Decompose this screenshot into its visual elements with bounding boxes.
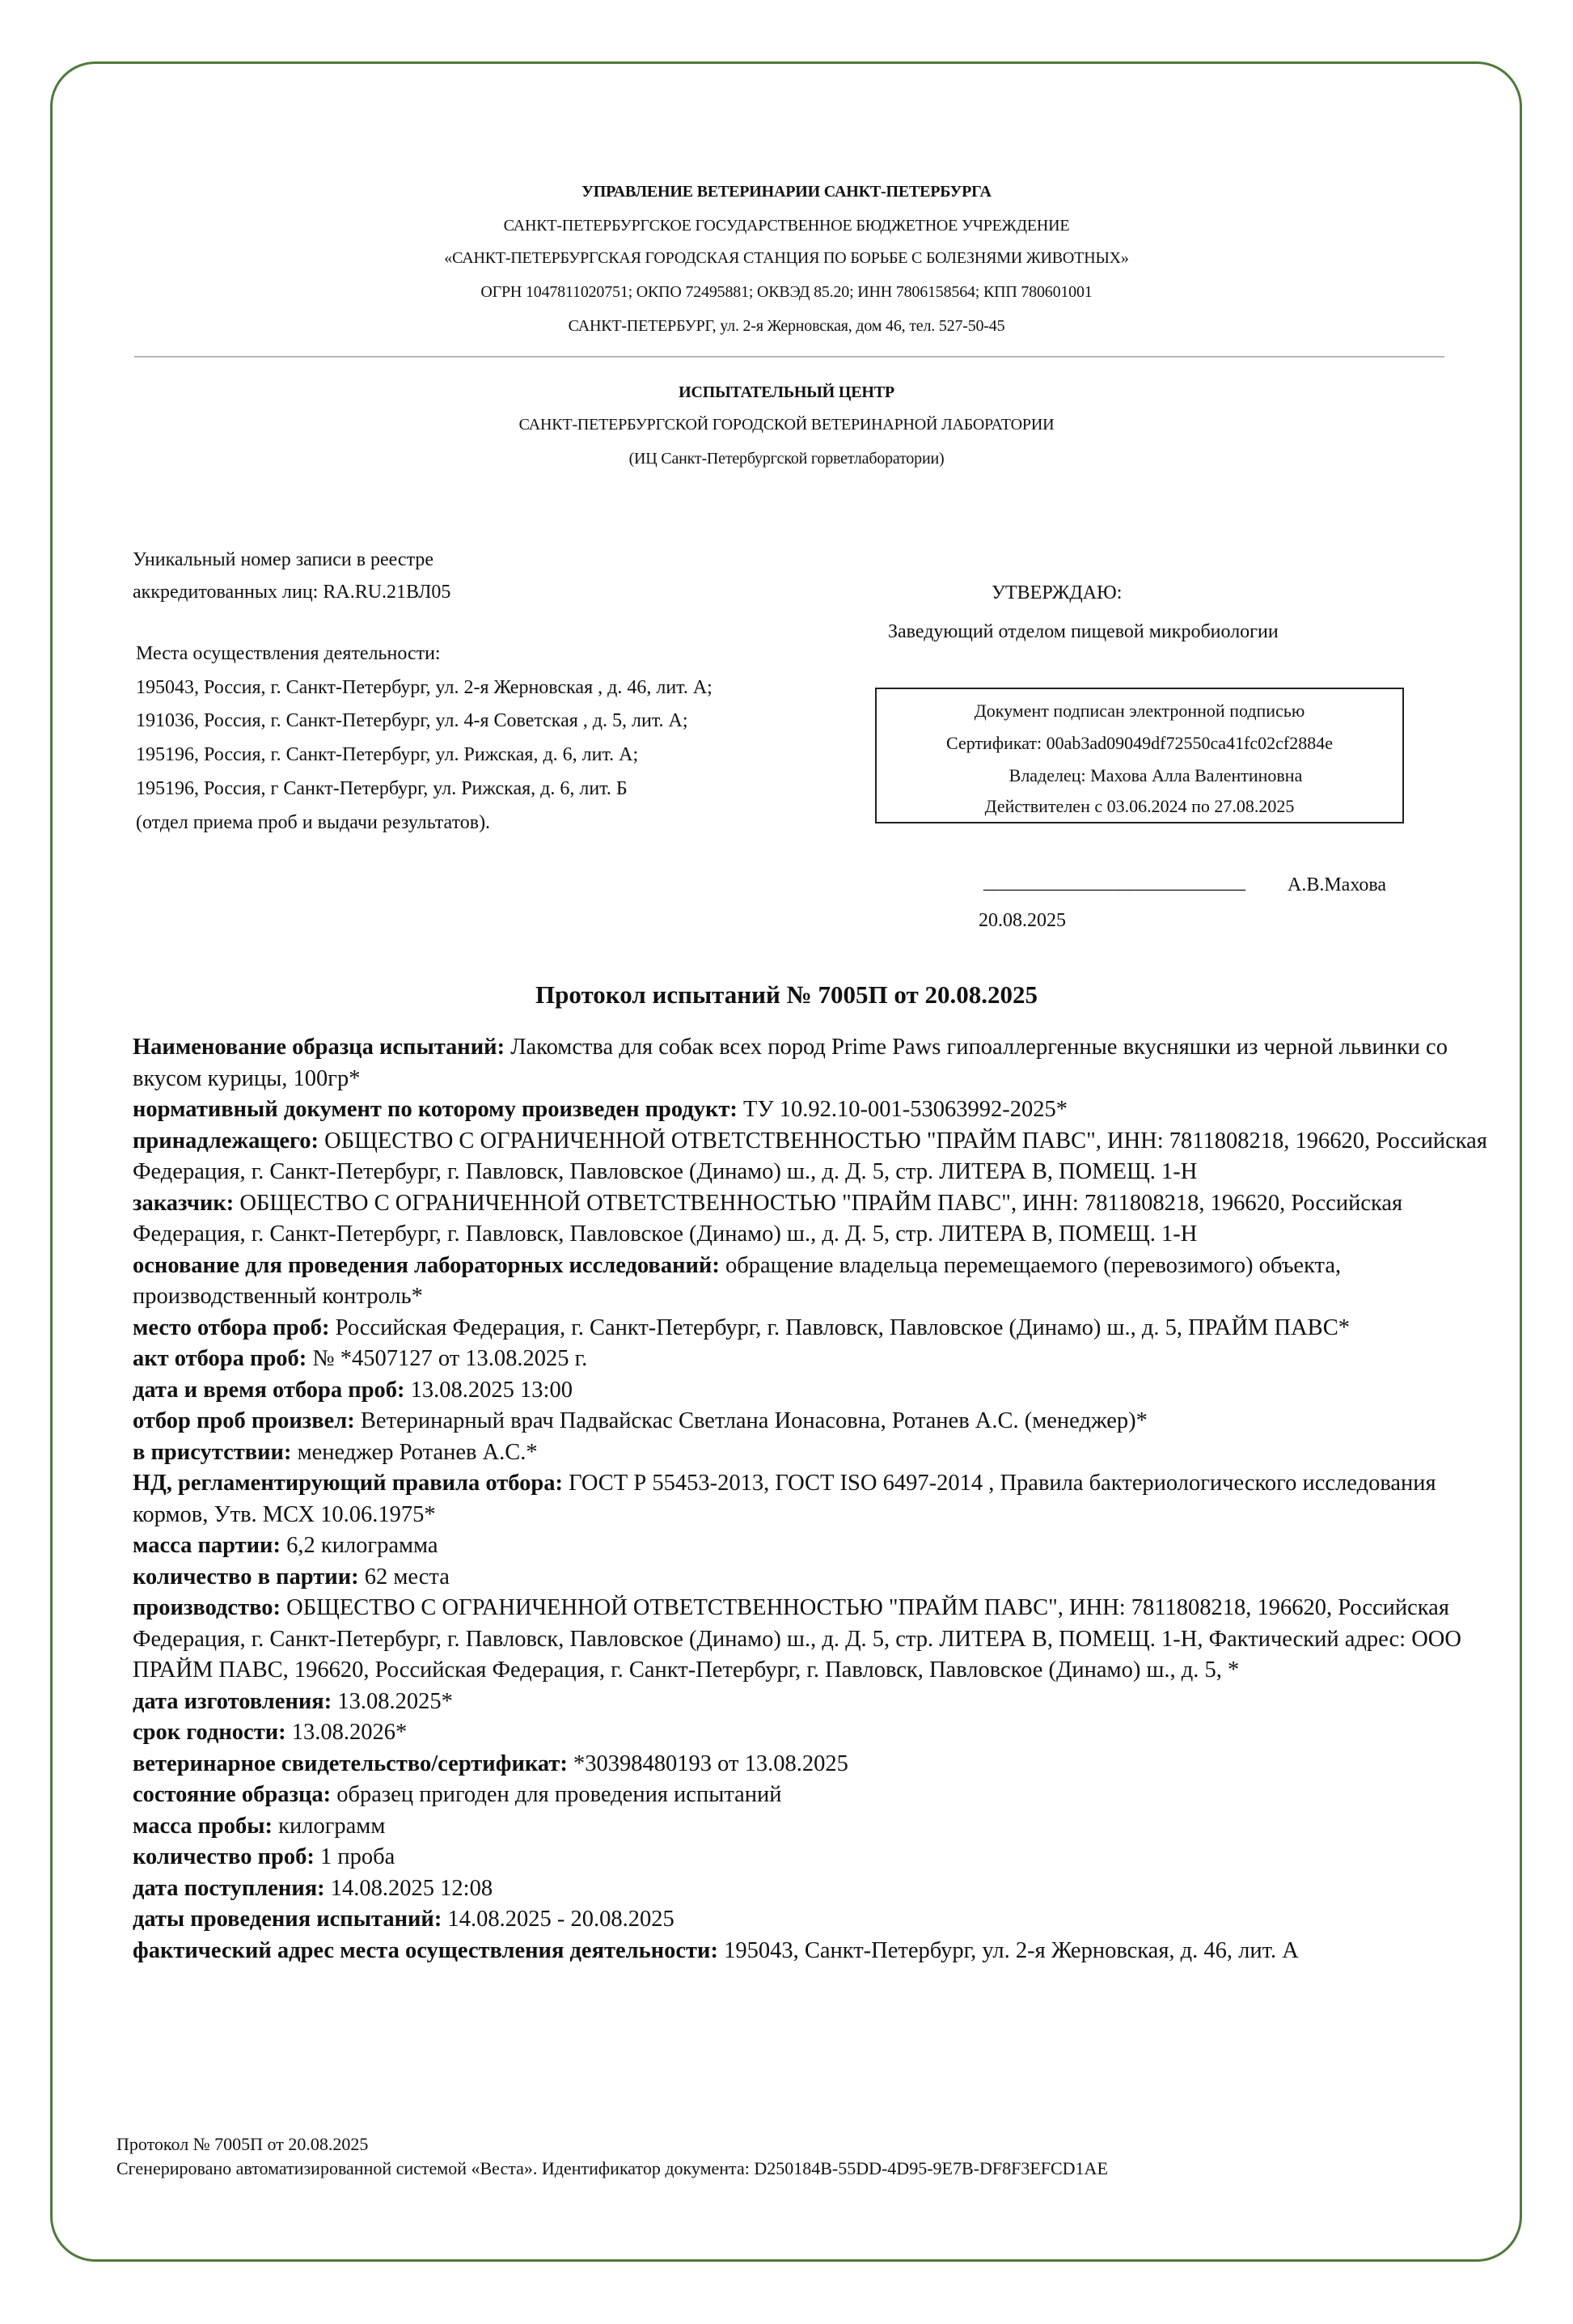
field-value: килограмм bbox=[273, 1813, 386, 1839]
field-value: ОБЩЕСТВО С ОГРАНИЧЕННОЙ ОТВЕТСТВЕННОСТЬЮ "ПРАЙМ ПАВС", ИНН: 7811808218, 196620, Российская Федерация, г. Санкт-Петербург, г. Павловск, Павловское (Динамо) ш., д. Д. 5, стр. ЛИТЕРА В, ПОМЕЩ. 1-Н bbox=[133, 1128, 1487, 1184]
field-value: Ветеринарный врач Падвайскас Светлана Ионасовна, Ротанев А.С. (менеджер)* bbox=[354, 1408, 1148, 1433]
field-label: даты проведения испытаний: bbox=[133, 1907, 442, 1932]
location-item: 195043, Россия, г. Санкт-Петербург, ул. 2-я Жерновская , д. 46, лит. А; bbox=[136, 677, 713, 698]
field-label: дата изготовления: bbox=[133, 1688, 332, 1714]
location-item: 195196, Россия, г Санкт-Петербург, ул. Рижская, д. 6, лит. Б bbox=[136, 778, 628, 799]
protocol-field bbox=[133, 1375, 1491, 1407]
field-value: Лакомства для собак всех пород Prime Paws гипоаллергенные вкусняшки из черной львинки со вкусом курицы, 100гр* bbox=[133, 1035, 1448, 1091]
field-value: 13.08.2025 13:00 bbox=[404, 1377, 573, 1403]
header-divider bbox=[134, 356, 1444, 358]
field-label: масса пробы: bbox=[133, 1813, 273, 1839]
protocol-field bbox=[133, 1811, 1491, 1843]
esign-validity: Действителен с 03.06.2024 по 27.08.2025 bbox=[984, 796, 1295, 816]
protocol-field bbox=[133, 1562, 1491, 1594]
field-label: отбор проб произвел: bbox=[133, 1408, 355, 1433]
protocol-field bbox=[133, 1749, 1491, 1780]
field-label: нормативный документ по которому произведен продукт: bbox=[133, 1097, 738, 1122]
field-value: 62 места bbox=[358, 1564, 450, 1590]
field-label: НД, регламентирующий правила отбора: bbox=[133, 1471, 563, 1496]
protocol-field bbox=[133, 1904, 1491, 1936]
approval-title: УТВЕРЖДАЮ: bbox=[992, 582, 1123, 603]
field-label: состояние образца: bbox=[133, 1782, 332, 1807]
header-address: САНКТ-ПЕТЕРБУРГ, ул. 2-я Жерновская, дом 46, тел. 527-50-45 bbox=[568, 317, 1005, 335]
protocol-field bbox=[133, 1687, 1491, 1718]
header-institution-name: «САНКТ-ПЕТЕРБУРГСКАЯ ГОРОДСКАЯ СТАНЦИЯ ПО БОРЬБЕ С БОЛЕЗНЯМИ ЖИВОТНЫХ» bbox=[444, 249, 1129, 267]
protocol-field bbox=[133, 1032, 1491, 1094]
field-value: обращение владельца перемещаемого (перевозимого) объекта, производственный контроль* bbox=[133, 1252, 1342, 1309]
field-value: ТУ 10.92.10-001-53063992-2025* bbox=[737, 1097, 1068, 1122]
field-label: акт отбора проб: bbox=[133, 1346, 307, 1371]
field-value: *30398480193 от 13.08.2025 bbox=[567, 1750, 848, 1776]
protocol-field bbox=[133, 1406, 1491, 1437]
protocol-field bbox=[133, 1717, 1491, 1749]
field-value: № *4507127 от 13.08.2025 г. bbox=[307, 1346, 588, 1371]
field-label: количество в партии: bbox=[133, 1564, 359, 1590]
center-name: САНКТ-ПЕТЕРБУРГСКОЙ ГОРОДСКОЙ ВЕТЕРИНАРНОЙ ЛАБОРАТОРИИ bbox=[518, 416, 1055, 434]
field-label: место отбора проб: bbox=[133, 1314, 330, 1340]
location-item: 195196, Россия, г. Санкт-Петербург, ул. Рижская, д. 6, лит. А; bbox=[136, 744, 639, 765]
center-title: ИСПЫТАТЕЛЬНЫЙ ЦЕНТР bbox=[679, 383, 894, 401]
field-label: фактический адрес места осуществления деятельности: bbox=[133, 1937, 718, 1963]
field-value: ОБЩЕСТВО С ОГРАНИЧЕННОЙ ОТВЕТСТВЕННОСТЬЮ "ПРАЙМ ПАВС", ИНН: 7811808218, 196620, Российская Федерация, г. Санкт-Петербург, г. Павловск, Павловское (Динамо) ш., д. Д. 5, стр. ЛИТЕРА В, ПОМЕЩ. 1-Н, Фактический адрес: ООО ПРАЙМ ПАВС, 196620, Российская Федерация, г. Санкт-Петербург, г. Павловск, Павловское (Динамо) ш., д. 5, * bbox=[133, 1595, 1461, 1683]
header-registration-codes: ОГРН 1047811020751; ОКПО 72495881; ОКВЭД 85.20; ИНН 7806158564; КПП 780601001 bbox=[480, 283, 1093, 301]
field-label: масса партии: bbox=[133, 1533, 281, 1558]
locations-heading: Места осуществления деятельности: bbox=[136, 643, 441, 664]
location-item: (отдел приема проб и выдачи результатов). bbox=[136, 812, 491, 833]
protocol-field bbox=[133, 1126, 1491, 1188]
field-value: ГОСТ Р 55453-2013, ГОСТ ISO 6497-2014 , Правила бактериологического исследования кормов, Утв. МСХ 10.06.1975* bbox=[133, 1471, 1436, 1527]
field-label: ветеринарное свидетельство/сертификат: bbox=[133, 1750, 568, 1776]
protocol-field bbox=[133, 1437, 1491, 1469]
protocol-field bbox=[133, 1873, 1491, 1905]
field-value: 1 проба bbox=[314, 1844, 395, 1869]
field-value: ОБЩЕСТВО С ОГРАНИЧЕННОЙ ОТВЕТСТВЕННОСТЬЮ "ПРАЙМ ПАВС", ИНН: 7811808218, 196620, Российская Федерация, г. Санкт-Петербург, г. Павловск, Павловское (Динамо) ш., д. Д. 5, стр. ЛИТЕРА В, ПОМЕЩ. 1-Н bbox=[133, 1190, 1403, 1247]
field-label: заказчик: bbox=[133, 1190, 235, 1216]
approval-date: 20.08.2025 bbox=[979, 910, 1066, 931]
field-label: количество проб: bbox=[133, 1844, 315, 1869]
footer-generated-by: Сгенерировано автоматизированной системой «Веста». Идентификатор документа: D250184B-55DD-4D95-9E7B-DF8F3EFCD1AE bbox=[116, 2158, 1108, 2178]
protocol-field bbox=[133, 1313, 1491, 1344]
protocol-field bbox=[133, 1468, 1491, 1530]
protocol-field bbox=[133, 1251, 1491, 1313]
protocol-field bbox=[133, 1936, 1491, 1967]
field-value: 195043, Санкт-Петербург, ул. 2-я Жерновская, д. 46, лит. А bbox=[717, 1937, 1299, 1963]
protocol-title: Протокол испытаний № 7005П от 20.08.2025 bbox=[535, 980, 1038, 1009]
signature-line: ___________________________ bbox=[983, 872, 1245, 893]
electronic-signature-box bbox=[875, 688, 1404, 823]
protocol-field bbox=[133, 1188, 1491, 1251]
center-short-name: (ИЦ Санкт-Петербургской горветлаборатории) bbox=[628, 450, 945, 468]
location-item: 191036, Россия, г. Санкт-Петербург, ул. 4-я Советская , д. 5, лит. А; bbox=[136, 710, 688, 731]
field-label: в присутствии: bbox=[133, 1439, 292, 1465]
header-institution-type: САНКТ-ПЕТЕРБУРГСКОЕ ГОСУДАРСТВЕННОЕ БЮДЖЕТНОЕ УЧРЕЖДЕНИЕ bbox=[503, 217, 1070, 235]
esign-statement: Документ подписан электронной подписью bbox=[974, 701, 1305, 721]
esign-owner: Владелец: Махова Алла Валентиновна bbox=[1008, 765, 1303, 785]
field-value: менеджер Ротанев А.С.* bbox=[291, 1439, 538, 1465]
protocol-field bbox=[133, 1344, 1491, 1375]
protocol-field bbox=[133, 1530, 1491, 1562]
footer-protocol-ref: Протокол № 7005П от 20.08.2025 bbox=[116, 2134, 369, 2154]
protocol-field bbox=[133, 1094, 1491, 1126]
field-label: Наименование образца испытаний: bbox=[133, 1035, 505, 1060]
signer-name: А.В.Махова bbox=[1288, 874, 1387, 895]
field-value: 13.08.2025* bbox=[332, 1688, 453, 1714]
protocol-fields bbox=[133, 1032, 1491, 1966]
field-value: 14.08.2025 12:08 bbox=[324, 1875, 493, 1901]
registry-line-1: Уникальный номер записи в реестре bbox=[133, 549, 434, 570]
approval-position: Заведующий отделом пищевой микробиологии bbox=[888, 621, 1279, 642]
field-label: дата поступления: bbox=[133, 1875, 325, 1901]
field-label: принадлежащего: bbox=[133, 1128, 319, 1154]
field-label: основание для проведения лабораторных исследований: bbox=[133, 1252, 720, 1278]
field-value: Российская Федерация, г. Санкт-Петербург, г. Павловск, Павловское (Динамо) ш., д. 5, ПРАЙМ ПАВС* bbox=[329, 1314, 1350, 1340]
esign-certificate: Сертификат: 00ab3ad09049df72550ca41fc02cf2884e bbox=[946, 733, 1333, 753]
field-label: производство: bbox=[133, 1595, 281, 1620]
protocol-field bbox=[133, 1842, 1491, 1873]
protocol-field bbox=[133, 1593, 1491, 1687]
registry-line-2: аккредитованных лиц: RA.RU.21ВЛ05 bbox=[133, 582, 451, 603]
protocol-field bbox=[133, 1780, 1491, 1811]
field-label: дата и время отбора проб: bbox=[133, 1377, 405, 1403]
field-label: срок годности: bbox=[133, 1720, 286, 1745]
field-value: образец пригоден для проведения испытаний bbox=[331, 1782, 782, 1807]
field-value: 14.08.2025 - 20.08.2025 bbox=[442, 1907, 674, 1932]
header-authority: УПРАВЛЕНИЕ ВЕТЕРИНАРИИ САНКТ-ПЕТЕРБУРГА bbox=[581, 183, 992, 201]
field-value: 6,2 килограмма bbox=[280, 1533, 438, 1558]
field-value: 13.08.2026* bbox=[285, 1720, 408, 1745]
